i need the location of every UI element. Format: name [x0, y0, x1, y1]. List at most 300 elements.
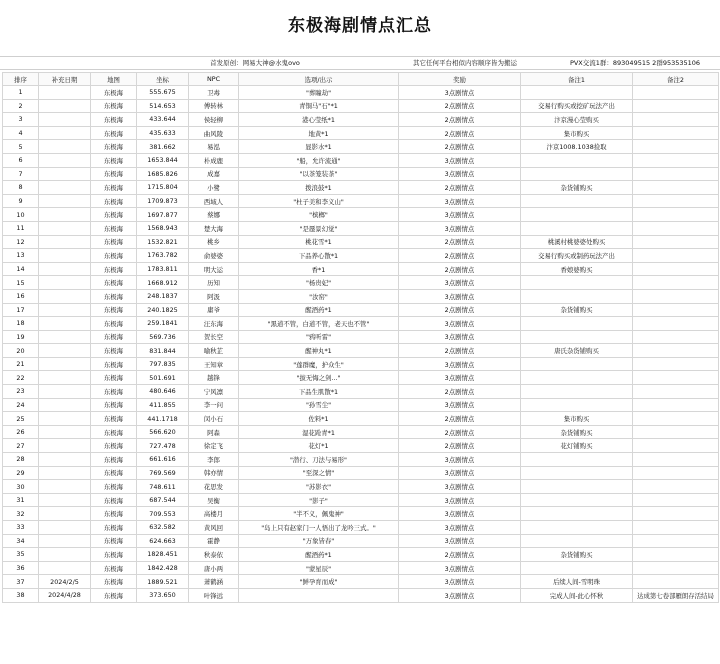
- table-cell[interactable]: 3点剧情点: [399, 330, 521, 344]
- table-row[interactable]: [3, 167, 719, 181]
- table-cell[interactable]: [39, 208, 91, 222]
- table-cell[interactable]: [633, 153, 719, 167]
- table-cell[interactable]: 25: [3, 412, 39, 426]
- table-cell[interactable]: [633, 181, 719, 195]
- table-row[interactable]: [3, 99, 719, 113]
- table-cell[interactable]: [521, 357, 633, 371]
- table-cell[interactable]: 东极海: [91, 425, 137, 439]
- table-cell[interactable]: "影子": [239, 493, 399, 507]
- table-cell[interactable]: 汪东海: [189, 317, 239, 331]
- table-cell[interactable]: 东极海: [91, 289, 137, 303]
- table-row[interactable]: [3, 289, 719, 303]
- table-cell[interactable]: [633, 344, 719, 358]
- table-cell[interactable]: [39, 493, 91, 507]
- table-cell[interactable]: 完成人间-此心怀秋: [521, 588, 633, 602]
- table-cell[interactable]: [521, 289, 633, 303]
- table-row[interactable]: [3, 208, 719, 222]
- table-cell[interactable]: [633, 439, 719, 453]
- table-row[interactable]: [3, 548, 719, 562]
- table-cell[interactable]: 1828.451: [137, 548, 189, 562]
- table-cell[interactable]: 3点剧情点: [399, 194, 521, 208]
- table-cell[interactable]: 17: [3, 303, 39, 317]
- table-cell[interactable]: [633, 575, 719, 589]
- table-cell[interactable]: [39, 357, 91, 371]
- table-cell[interactable]: 越锋: [189, 371, 239, 385]
- table-row[interactable]: [3, 181, 719, 195]
- table-cell[interactable]: "鸦听雷": [239, 330, 399, 344]
- table-cell[interactable]: 3点剧情点: [399, 221, 521, 235]
- table-cell[interactable]: [521, 194, 633, 208]
- table-row[interactable]: [3, 371, 719, 385]
- table-cell[interactable]: 东极海: [91, 153, 137, 167]
- table-cell[interactable]: 1715.804: [137, 181, 189, 195]
- table-cell[interactable]: 2点剧情点: [399, 235, 521, 249]
- table-cell[interactable]: 13: [3, 249, 39, 263]
- table-cell[interactable]: "汝窑": [239, 289, 399, 303]
- table-cell[interactable]: 1697.877: [137, 208, 189, 222]
- table-cell[interactable]: 29: [3, 466, 39, 480]
- table-cell[interactable]: [521, 453, 633, 467]
- table-cell[interactable]: 28: [3, 453, 39, 467]
- table-cell[interactable]: 2点剧情点: [399, 385, 521, 399]
- table-cell[interactable]: [633, 276, 719, 290]
- table-cell[interactable]: 黄风回: [189, 521, 239, 535]
- table-cell[interactable]: [521, 534, 633, 548]
- table-cell[interactable]: 3点剧情点: [399, 167, 521, 181]
- table-cell[interactable]: [39, 412, 91, 426]
- table-cell[interactable]: 韩亦情: [189, 466, 239, 480]
- table-cell[interactable]: 2点剧情点: [399, 412, 521, 426]
- table-cell[interactable]: [633, 548, 719, 562]
- table-cell[interactable]: "鲜孕育而成": [239, 575, 399, 589]
- table-cell[interactable]: 555.675: [137, 86, 189, 100]
- table-cell[interactable]: 佐料*1: [239, 412, 399, 426]
- table-cell[interactable]: 3点剧情点: [399, 86, 521, 100]
- table-cell[interactable]: 435.633: [137, 126, 189, 140]
- table-cell[interactable]: "以茶笼装茶": [239, 167, 399, 181]
- table-cell[interactable]: 27: [3, 439, 39, 453]
- table-cell[interactable]: 1668.912: [137, 276, 189, 290]
- table-cell[interactable]: [633, 507, 719, 521]
- table-cell[interactable]: [39, 317, 91, 331]
- table-cell[interactable]: 35: [3, 548, 39, 562]
- table-cell[interactable]: [39, 425, 91, 439]
- table-cell[interactable]: 东极海: [91, 507, 137, 521]
- table-cell[interactable]: [521, 507, 633, 521]
- table-cell[interactable]: 明大运: [189, 262, 239, 276]
- table-cell[interactable]: 2点剧情点: [399, 249, 521, 263]
- table-cell[interactable]: "蒙星辰": [239, 561, 399, 575]
- table-cell[interactable]: 东极海: [91, 493, 137, 507]
- table-cell[interactable]: 叶锋远: [189, 588, 239, 602]
- table-row[interactable]: [3, 262, 719, 276]
- table-cell[interactable]: [521, 167, 633, 181]
- table-row[interactable]: [3, 344, 719, 358]
- table-cell[interactable]: 宁风凛: [189, 385, 239, 399]
- table-cell[interactable]: 1: [3, 86, 39, 100]
- table-cell[interactable]: 东极海: [91, 548, 137, 562]
- table-cell[interactable]: 3点剧情点: [399, 507, 521, 521]
- table-cell[interactable]: 下品养心散*1: [239, 249, 399, 263]
- table-cell[interactable]: [521, 398, 633, 412]
- table-cell[interactable]: [633, 113, 719, 127]
- table-row[interactable]: [3, 330, 719, 344]
- table-cell[interactable]: 5: [3, 140, 39, 154]
- table-cell[interactable]: 3点剧情点: [399, 208, 521, 222]
- table-cell[interactable]: 东极海: [91, 588, 137, 602]
- table-cell[interactable]: 34: [3, 534, 39, 548]
- table-cell[interactable]: [521, 221, 633, 235]
- table-cell[interactable]: 下品生肌散*1: [239, 385, 399, 399]
- table-cell[interactable]: 22: [3, 371, 39, 385]
- table-row[interactable]: [3, 86, 719, 100]
- table-cell[interactable]: "苏影衣": [239, 480, 399, 494]
- table-cell[interactable]: "至深之情": [239, 466, 399, 480]
- table-cell[interactable]: 东极海: [91, 371, 137, 385]
- table-cell[interactable]: 东极海: [91, 521, 137, 535]
- table-cell[interactable]: [521, 493, 633, 507]
- table-row[interactable]: [3, 507, 719, 521]
- table-cell[interactable]: [521, 330, 633, 344]
- table-cell[interactable]: 阿森: [189, 425, 239, 439]
- table-cell[interactable]: [633, 208, 719, 222]
- table-cell[interactable]: 1763.782: [137, 249, 189, 263]
- table-cell[interactable]: [633, 194, 719, 208]
- table-cell[interactable]: [633, 221, 719, 235]
- table-row[interactable]: [3, 317, 719, 331]
- table-cell[interactable]: 32: [3, 507, 39, 521]
- table-cell[interactable]: 集市购买: [521, 126, 633, 140]
- table-row[interactable]: [3, 521, 719, 535]
- table-cell[interactable]: 12: [3, 235, 39, 249]
- table-cell[interactable]: [633, 249, 719, 263]
- table-cell[interactable]: 王知章: [189, 357, 239, 371]
- table-cell[interactable]: 东极海: [91, 208, 137, 222]
- table-cell[interactable]: [633, 371, 719, 385]
- table-cell[interactable]: 庸爷: [189, 303, 239, 317]
- table-cell[interactable]: 16: [3, 289, 39, 303]
- table-row[interactable]: [3, 194, 719, 208]
- table-cell[interactable]: 东极海: [91, 575, 137, 589]
- table-cell[interactable]: 514.653: [137, 99, 189, 113]
- table-cell[interactable]: 朴成鹿: [189, 153, 239, 167]
- table-cell[interactable]: [39, 140, 91, 154]
- table-cell[interactable]: [521, 561, 633, 575]
- table-cell[interactable]: 3: [3, 113, 39, 127]
- table-cell[interactable]: 3点剧情点: [399, 534, 521, 548]
- table-cell[interactable]: "黑道不管，白道不管，老天也不管": [239, 317, 399, 331]
- table-cell[interactable]: 秋泰依: [189, 548, 239, 562]
- table-cell[interactable]: 东极海: [91, 113, 137, 127]
- table-cell[interactable]: 成嘉: [189, 167, 239, 181]
- table-cell[interactable]: 411.855: [137, 398, 189, 412]
- table-cell[interactable]: 11: [3, 221, 39, 235]
- table-cell[interactable]: 18: [3, 317, 39, 331]
- table-cell[interactable]: [39, 153, 91, 167]
- table-cell[interactable]: 东极海: [91, 86, 137, 100]
- table-cell[interactable]: 259.1841: [137, 317, 189, 331]
- table-cell[interactable]: 14: [3, 262, 39, 276]
- table-cell[interactable]: 3点剧情点: [399, 289, 521, 303]
- table-row[interactable]: [3, 588, 719, 602]
- table-cell[interactable]: [39, 466, 91, 480]
- table-cell[interactable]: 萧鹤涵: [189, 575, 239, 589]
- table-row[interactable]: [3, 249, 719, 263]
- table-cell[interactable]: [39, 398, 91, 412]
- table-cell[interactable]: "万象皆春": [239, 534, 399, 548]
- table-cell[interactable]: [633, 453, 719, 467]
- table-cell[interactable]: 480.646: [137, 385, 189, 399]
- table-row[interactable]: [3, 357, 719, 371]
- table-cell[interactable]: 西域人: [189, 194, 239, 208]
- table-cell[interactable]: 10: [3, 208, 39, 222]
- table-cell[interactable]: [633, 521, 719, 535]
- table-cell[interactable]: 桃溪村桃婆婆处购买: [521, 235, 633, 249]
- table-cell[interactable]: 373.650: [137, 588, 189, 602]
- table-cell[interactable]: 1568.943: [137, 221, 189, 235]
- table-cell[interactable]: 东极海: [91, 126, 137, 140]
- table-cell[interactable]: 东极海: [91, 249, 137, 263]
- table-cell[interactable]: 东极海: [91, 412, 137, 426]
- table-cell[interactable]: 曲风陵: [189, 126, 239, 140]
- table-cell[interactable]: 拨浪鼓*1: [239, 181, 399, 195]
- table-cell[interactable]: 2点剧情点: [399, 126, 521, 140]
- table-cell[interactable]: 汴京漫心莹购买: [521, 113, 633, 127]
- table-cell[interactable]: 3点剧情点: [399, 493, 521, 507]
- table-cell[interactable]: 东极海: [91, 317, 137, 331]
- table-cell[interactable]: 东极海: [91, 276, 137, 290]
- table-cell[interactable]: [39, 561, 91, 575]
- table-cell[interactable]: [521, 317, 633, 331]
- table-cell[interactable]: [633, 398, 719, 412]
- table-cell[interactable]: [633, 235, 719, 249]
- table-cell[interactable]: "杜子美和李义山": [239, 194, 399, 208]
- table-cell[interactable]: [39, 439, 91, 453]
- table-cell[interactable]: 东极海: [91, 303, 137, 317]
- table-cell[interactable]: 东极海: [91, 453, 137, 467]
- table-cell[interactable]: 248.1837: [137, 289, 189, 303]
- table-cell[interactable]: 桃乡: [189, 235, 239, 249]
- table-cell[interactable]: 4: [3, 126, 39, 140]
- table-cell[interactable]: 显影水*1: [239, 140, 399, 154]
- table-cell[interactable]: 桃花雪*1: [239, 235, 399, 249]
- table-cell[interactable]: 1653.844: [137, 153, 189, 167]
- table-cell[interactable]: 湿花跄青*1: [239, 425, 399, 439]
- table-row[interactable]: [3, 534, 719, 548]
- table-cell[interactable]: 醒神丸*1: [239, 344, 399, 358]
- table-cell[interactable]: 霍静: [189, 534, 239, 548]
- table-cell[interactable]: [633, 289, 719, 303]
- table-cell[interactable]: 769.569: [137, 466, 189, 480]
- table-cell[interactable]: [39, 534, 91, 548]
- table-cell[interactable]: 661.616: [137, 453, 189, 467]
- table-cell[interactable]: 441.1718: [137, 412, 189, 426]
- table-cell[interactable]: [39, 194, 91, 208]
- table-cell[interactable]: [633, 480, 719, 494]
- table-cell[interactable]: "槟榔": [239, 208, 399, 222]
- table-cell[interactable]: [39, 344, 91, 358]
- table-cell[interactable]: [521, 385, 633, 399]
- table-cell[interactable]: 东极海: [91, 480, 137, 494]
- table-cell[interactable]: "杨贵妃": [239, 276, 399, 290]
- table-cell[interactable]: 797.835: [137, 357, 189, 371]
- table-cell[interactable]: [39, 289, 91, 303]
- table-cell[interactable]: 侯轻柳: [189, 113, 239, 127]
- table-cell[interactable]: 东极海: [91, 466, 137, 480]
- table-cell[interactable]: 醒酒药*1: [239, 303, 399, 317]
- table-cell[interactable]: 易泓: [189, 140, 239, 154]
- table-cell[interactable]: 624.663: [137, 534, 189, 548]
- table-cell[interactable]: [633, 357, 719, 371]
- table-cell[interactable]: 3点剧情点: [399, 521, 521, 535]
- table-row[interactable]: [3, 153, 719, 167]
- table-cell[interactable]: "岛上只有赵家门一人悟出了龙吟三式。": [239, 521, 399, 535]
- table-cell[interactable]: 青铜马"石"*1: [239, 99, 399, 113]
- table-cell[interactable]: [39, 221, 91, 235]
- table-cell[interactable]: 3点剧情点: [399, 317, 521, 331]
- table-cell[interactable]: [633, 99, 719, 113]
- table-cell[interactable]: [521, 276, 633, 290]
- table-cell[interactable]: 37: [3, 575, 39, 589]
- table-cell[interactable]: 2点剧情点: [399, 425, 521, 439]
- table-cell[interactable]: [39, 181, 91, 195]
- table-cell[interactable]: [633, 425, 719, 439]
- table-cell[interactable]: 吴衡: [189, 493, 239, 507]
- table-cell[interactable]: 2点剧情点: [399, 113, 521, 127]
- table-cell[interactable]: 8: [3, 181, 39, 195]
- table-cell[interactable]: 喻秋芷: [189, 344, 239, 358]
- table-cell[interactable]: [39, 453, 91, 467]
- table-cell[interactable]: 小鹭: [189, 181, 239, 195]
- table-cell[interactable]: 748.611: [137, 480, 189, 494]
- table-cell[interactable]: 687.544: [137, 493, 189, 507]
- table-cell[interactable]: [633, 561, 719, 575]
- table-cell[interactable]: 东极海: [91, 181, 137, 195]
- table-cell[interactable]: 2点剧情点: [399, 548, 521, 562]
- table-cell[interactable]: [39, 276, 91, 290]
- table-cell[interactable]: 433.644: [137, 113, 189, 127]
- table-cell[interactable]: 831.844: [137, 344, 189, 358]
- table-cell[interactable]: [633, 385, 719, 399]
- table-cell[interactable]: 唐小两: [189, 561, 239, 575]
- table-cell[interactable]: 东极海: [91, 140, 137, 154]
- table-cell[interactable]: 3点剧情点: [399, 561, 521, 575]
- table-cell[interactable]: [633, 412, 719, 426]
- table-cell[interactable]: 2024/2/5: [39, 575, 91, 589]
- table-row[interactable]: [3, 480, 719, 494]
- table-cell[interactable]: 2点剧情点: [399, 344, 521, 358]
- table-cell[interactable]: 醒酒药*1: [239, 548, 399, 562]
- table-row[interactable]: [3, 113, 719, 127]
- table-cell[interactable]: "潜行、刀法与易形": [239, 453, 399, 467]
- table-cell[interactable]: 楚大海: [189, 221, 239, 235]
- table-cell[interactable]: [39, 262, 91, 276]
- table-cell[interactable]: 20: [3, 344, 39, 358]
- table-row[interactable]: [3, 398, 719, 412]
- table-cell[interactable]: 1889.521: [137, 575, 189, 589]
- table-row[interactable]: [3, 561, 719, 575]
- table-cell[interactable]: 3点剧情点: [399, 357, 521, 371]
- table-cell[interactable]: 东极海: [91, 221, 137, 235]
- table-cell[interactable]: 727.478: [137, 439, 189, 453]
- table-cell[interactable]: 集市购买: [521, 412, 633, 426]
- table-cell[interactable]: [633, 330, 719, 344]
- table-cell[interactable]: 3点剧情点: [399, 480, 521, 494]
- table-cell[interactable]: 19: [3, 330, 39, 344]
- table-cell[interactable]: [39, 113, 91, 127]
- table-row[interactable]: [3, 466, 719, 480]
- table-cell[interactable]: [39, 521, 91, 535]
- table-cell[interactable]: [633, 317, 719, 331]
- table-cell[interactable]: 381.662: [137, 140, 189, 154]
- table-cell[interactable]: 21: [3, 357, 39, 371]
- table-cell[interactable]: 1532.821: [137, 235, 189, 249]
- table-cell[interactable]: "是蜃景幻觉": [239, 221, 399, 235]
- table-cell[interactable]: [633, 167, 719, 181]
- table-row[interactable]: [3, 439, 719, 453]
- table-cell[interactable]: 汴京1008.1038捡取: [521, 140, 633, 154]
- table-cell[interactable]: 杂货铺购买: [521, 303, 633, 317]
- table-cell[interactable]: 东极海: [91, 344, 137, 358]
- table-cell[interactable]: 后续人间-雪明珠: [521, 575, 633, 589]
- table-cell[interactable]: 交易行购买或挖矿玩法产出: [521, 99, 633, 113]
- table-cell[interactable]: 3点剧情点: [399, 575, 521, 589]
- table-cell[interactable]: 卫毒: [189, 86, 239, 100]
- table-cell[interactable]: 632.582: [137, 521, 189, 535]
- table-cell[interactable]: 9: [3, 194, 39, 208]
- table-cell[interactable]: 36: [3, 561, 39, 575]
- table-cell[interactable]: 240.1825: [137, 303, 189, 317]
- table-cell[interactable]: 东极海: [91, 561, 137, 575]
- table-cell[interactable]: [633, 262, 719, 276]
- table-cell[interactable]: [521, 371, 633, 385]
- table-cell[interactable]: 东极海: [91, 439, 137, 453]
- table-cell[interactable]: 3点剧情点: [399, 153, 521, 167]
- table-cell[interactable]: 24: [3, 398, 39, 412]
- table-cell[interactable]: [239, 588, 399, 602]
- table-row[interactable]: [3, 453, 719, 467]
- table-cell[interactable]: 徐定飞: [189, 439, 239, 453]
- table-row[interactable]: [3, 412, 719, 426]
- table-cell[interactable]: 30: [3, 480, 39, 494]
- table-cell[interactable]: 33: [3, 521, 39, 535]
- table-cell[interactable]: 花灯铺购买: [521, 439, 633, 453]
- table-cell[interactable]: 23: [3, 385, 39, 399]
- table-cell[interactable]: 2点剧情点: [399, 99, 521, 113]
- table-cell[interactable]: 闵小石: [189, 412, 239, 426]
- table-cell[interactable]: [39, 86, 91, 100]
- table-cell[interactable]: 杂货铺购买: [521, 425, 633, 439]
- table-cell[interactable]: [521, 521, 633, 535]
- table-cell[interactable]: [633, 126, 719, 140]
- table-cell[interactable]: [39, 371, 91, 385]
- table-cell[interactable]: [39, 507, 91, 521]
- table-row[interactable]: [3, 276, 719, 290]
- table-cell[interactable]: "船，允许流通": [239, 153, 399, 167]
- table-row[interactable]: [3, 126, 719, 140]
- table-cell[interactable]: 2: [3, 99, 39, 113]
- table-cell[interactable]: 3点剧情点: [399, 466, 521, 480]
- table-cell[interactable]: 2点剧情点: [399, 439, 521, 453]
- table-cell[interactable]: 3点剧情点: [399, 453, 521, 467]
- table-cell[interactable]: [633, 140, 719, 154]
- table-cell[interactable]: 杂货铺购买: [521, 181, 633, 195]
- table-row[interactable]: [3, 385, 719, 399]
- table-cell[interactable]: "莲群魔，护众生": [239, 357, 399, 371]
- table-cell[interactable]: [521, 86, 633, 100]
- table-cell[interactable]: 李一问: [189, 398, 239, 412]
- table-cell[interactable]: "拔无悔之剑...": [239, 371, 399, 385]
